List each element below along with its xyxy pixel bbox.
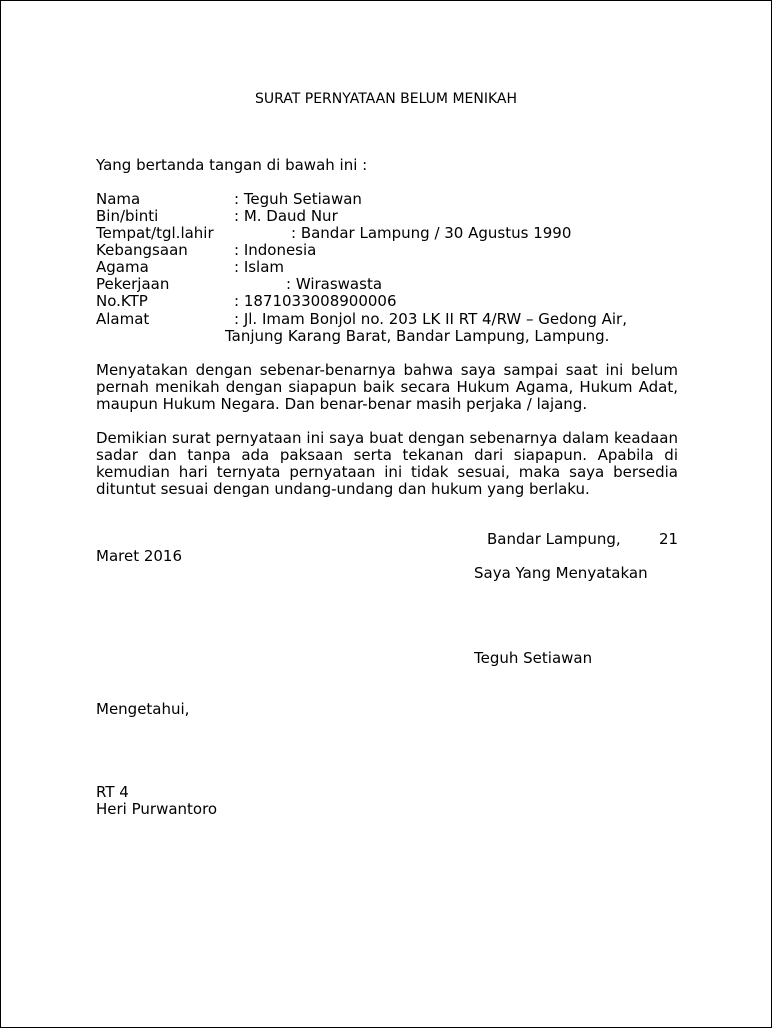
field-value: : M. Daud Nur (234, 207, 338, 225)
field-value: : Jl. Imam Bonjol no. 203 LK II RT 4/RW – Gedong Air, (234, 310, 627, 328)
field-alamat-continued: Tanjung Karang Barat, Bandar Lampung, Lampung. (225, 327, 610, 345)
document-title: SURAT PERNYATAAN BELUM MENIKAH (254, 91, 518, 107)
field-value: : 1871033008900006 (234, 292, 397, 310)
signer-title: Saya Yang Menyatakan (474, 564, 648, 582)
date-day: 21 (659, 530, 679, 548)
field-label: Alamat (96, 310, 150, 328)
field-label: Nama (96, 190, 141, 208)
place-text: Bandar Lampung, (487, 530, 621, 548)
field-label: Agama (96, 258, 149, 276)
field-label: Tempat/tgl.lahir (96, 224, 214, 242)
intro-text: Yang bertanda tangan di bawah ini : (96, 156, 368, 174)
field-value: : Islam (234, 258, 285, 276)
field-label: Bin/binti (96, 207, 159, 225)
statement-paragraph: Menyatakan dengan sebenar-benarnya bahwa saya sampai saat ini belum pernah menikah dengan siapapun baik secara Hukum Agama, Hukum Adat, maupun Hukum Negara. Dan benar-benar masih perjaka / lajang. (96, 361, 678, 413)
field-label: Kebangsaan (96, 241, 188, 259)
rt-name: Heri Purwantoro (96, 800, 218, 818)
field-value: : Teguh Setiawan (234, 190, 362, 208)
rt-label: RT 4 (96, 783, 129, 801)
field-value: : Bandar Lampung / 30 Agustus 1990 (291, 224, 572, 242)
date-month-year: Maret 2016 (96, 547, 183, 565)
signer-name: Teguh Setiawan (474, 649, 593, 667)
field-value: : Wiraswasta (286, 275, 383, 293)
acknowledge-text: Mengetahui, (96, 700, 190, 718)
field-value: : Indonesia (234, 241, 317, 259)
field-label: Pekerjaan (96, 275, 170, 293)
field-label: No.KTP (96, 292, 148, 310)
closing-paragraph: Demikian surat pernyataan ini saya buat dengan sebenarnya dalam keadaan sadar dan tanpa ada paksaan serta tekanan dari siapapun. Apabila di kemudian hari ternyata pernyataan ini tidak sesuai, maka saya bersedia dituntut sesuai dengan undang-undang dan hukum yang berlaku. (96, 429, 678, 498)
